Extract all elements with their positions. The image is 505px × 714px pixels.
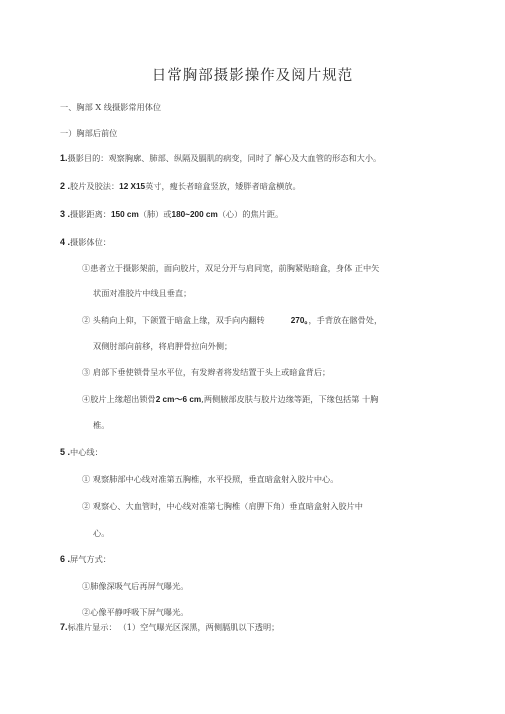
item-3 xyxy=(60,208,283,221)
item-4-point-2-text-a: ② 头稍向上仰，下颌置于暗盒上缘，双手向内翻转 xyxy=(82,315,265,325)
item-4-point-1-line-2 xyxy=(93,287,191,299)
item-6-text: 屏气方式： xyxy=(70,554,111,564)
item-6-point-2-text: ②心像平静呼吸下屏气曝光。 xyxy=(82,607,189,617)
item-5-point-1 xyxy=(82,473,338,485)
item-4-point-2-line-1 xyxy=(82,314,382,327)
item-5-text: 中心线： xyxy=(70,447,103,457)
item-4-point-2-text-d: 双侧肘部向前移，将肩胛骨拉向外侧； xyxy=(93,341,233,351)
item-4-point-4-line-1 xyxy=(82,393,378,406)
item-5-point-1-text: ① 观察肺部中心线对准第五胸椎，水平投照，垂直暗盒射入胶片中心。 xyxy=(82,474,339,484)
item-4-point-4-line-2 xyxy=(93,419,109,431)
item-6-point-2 xyxy=(82,606,188,618)
item-7-number: 7. xyxy=(60,622,68,632)
item-4-point-4-range: 2 cm～6 cm xyxy=(155,395,202,404)
item-4-number: 4 . xyxy=(60,237,71,247)
item-5-point-2-text-a: ② 观察心、大血管时，中心线对准第七胸椎（肩胛下角）垂直暗盒射入胶片中 xyxy=(82,501,363,511)
item-4-point-1-line-1 xyxy=(82,262,379,274)
item-4-point-4-text-c: ,两侧腋部皮肤与胶片边缘等距，下缘包括第 十胸 xyxy=(201,394,379,404)
item-4-point-4-text-a: ④胶片上缘超出锁骨 xyxy=(82,394,156,404)
item-3-number: 3 . xyxy=(60,209,71,219)
item-2-number: 2 . xyxy=(60,181,71,191)
item-3-text-1: （肺）或 xyxy=(138,209,172,219)
subsection-heading-text: 一）胸部后前位 xyxy=(60,128,118,138)
item-4-point-3-text: ③ 肩部下垂使锁骨呈水平位，有发辫者将发结置于头上或暗盒背后； xyxy=(82,367,331,377)
item-7-text: 空气曝光区深黑，两侧膈肌以下透明； xyxy=(140,622,280,632)
item-5-point-2-text-b: 心。 xyxy=(93,528,110,538)
section-heading-text: 一、胸部 X 线摄影常用体位 xyxy=(60,102,162,112)
item-5-point-2-line-1 xyxy=(82,500,363,512)
item-1 xyxy=(60,152,381,164)
item-3-distance-lung: 150 cm xyxy=(110,210,139,219)
item-4-point-2-line-2 xyxy=(93,340,232,352)
item-6-point-1 xyxy=(82,580,188,592)
item-5-point-2-line-2 xyxy=(93,527,109,539)
item-4 xyxy=(60,236,111,248)
item-3-label: 摄影距离： xyxy=(70,209,111,219)
item-3-text-2: （心）的焦片距。 xyxy=(217,209,284,219)
item-1-text: 摄影目的：观察胸廓、肺部、纵隔及膈肌的病变，同时了 解心及大血管的形态和大小。 xyxy=(67,153,382,163)
item-7-sub-number: （1） xyxy=(122,622,141,632)
item-2-size: 12 X15 xyxy=(119,182,146,191)
item-4-text: 摄影体位： xyxy=(70,237,111,247)
item-5 xyxy=(60,446,103,458)
item-7-label: 标准片显示： xyxy=(67,622,117,632)
item-6 xyxy=(60,553,111,565)
item-6-point-1-text: ①肺像深吸气后再屏气曝光。 xyxy=(82,581,189,591)
item-4-point-2-text-c: ，手背放在髂骨处， xyxy=(308,315,383,325)
item-4-point-1-text-b: 状面对准胶片中线且垂直； xyxy=(93,288,192,298)
item-6-number: 6 . xyxy=(60,554,71,564)
item-2-text: 英寸，瘦长者暗盒竖放，矮胖者暗盒横放。 xyxy=(145,181,301,191)
item-2 xyxy=(60,180,301,193)
item-4-point-3 xyxy=(82,366,330,378)
item-4-point-2-degree: 270。 xyxy=(290,316,309,325)
item-3-distance-heart: 180~200 cm xyxy=(171,210,218,219)
item-4-point-4-text-d: 椎。 xyxy=(93,420,110,430)
section-heading xyxy=(60,101,161,113)
item-2-label: 胶片及胶法： xyxy=(70,181,120,191)
item-7 xyxy=(60,621,279,633)
item-1-number: 1. xyxy=(60,153,68,163)
subsection-heading xyxy=(60,127,117,139)
page-title: 日常胸部摄影操作及阅片规范 xyxy=(151,68,354,84)
item-5-number: 5 . xyxy=(60,447,71,457)
item-4-point-1-text-a: ①患者立于摄影架前，面向胶片，双足分开与肩同宽，前胸紧贴暗盒，身体 正中矢 xyxy=(82,263,380,273)
